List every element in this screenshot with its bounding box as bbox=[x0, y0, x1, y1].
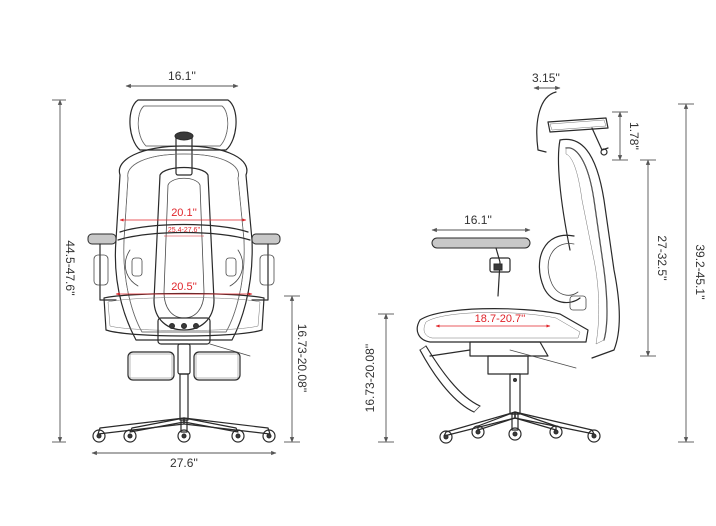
base-width-label: 27.6'' bbox=[170, 456, 198, 470]
overall-height-label: 44.5-47.6'' bbox=[63, 240, 77, 296]
lumbar-range-label: 25.4-27.6'' bbox=[167, 227, 201, 234]
seat-width-label: 20.5'' bbox=[171, 281, 197, 293]
backrest-width-label: 20.1'' bbox=[171, 207, 197, 219]
seat-depth-label: 18.7-20.7'' bbox=[474, 313, 526, 325]
front-chair-drawing bbox=[88, 100, 280, 442]
armrest-length-label: 16.1'' bbox=[464, 213, 492, 227]
side-dimension-lines bbox=[378, 88, 694, 442]
headrest-depth-label: 3.15'' bbox=[532, 71, 560, 85]
backrest-height-label: 27-32.5'' bbox=[655, 235, 669, 281]
back-to-floor-height-label: 39.2-45.1'' bbox=[693, 244, 707, 300]
headrest-width-label: 16.1'' bbox=[168, 69, 196, 83]
front-seat-height-label: 16.73-20.08'' bbox=[295, 323, 309, 393]
side-chair-drawing bbox=[417, 92, 619, 443]
headrest-adjust-label: 1.78'' bbox=[627, 122, 641, 150]
side-seat-height-label: 16.73-20.08'' bbox=[363, 343, 377, 413]
